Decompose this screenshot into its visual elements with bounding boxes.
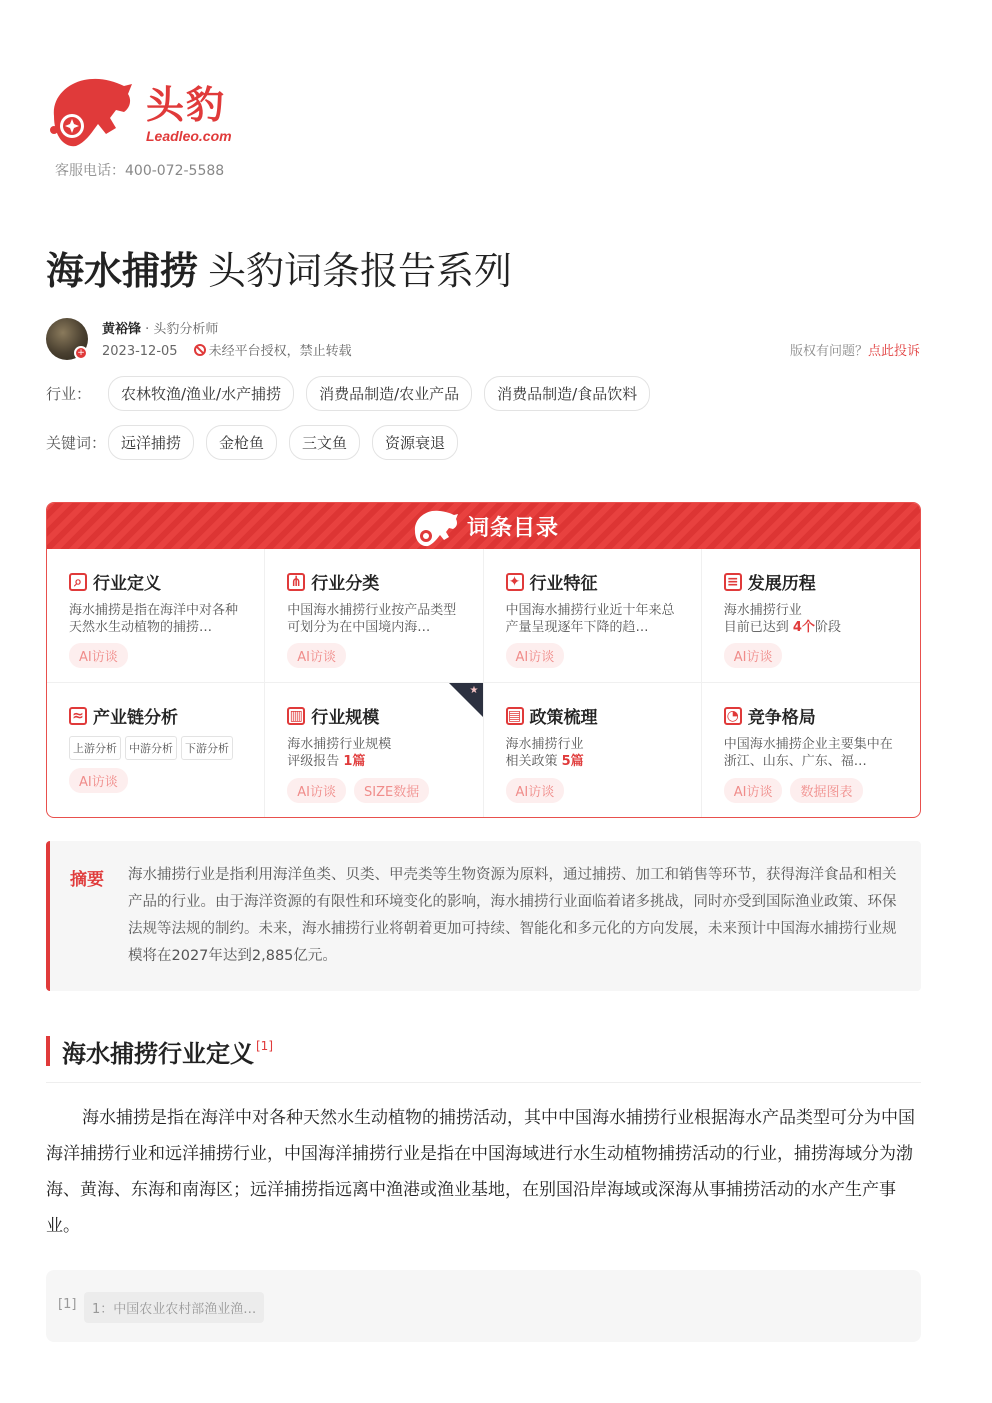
copyright-question: 版权有问题？ [789, 344, 868, 359]
page-title [46, 240, 512, 295]
midstream-tag[interactable]: 中游分析 [125, 736, 177, 760]
toc-item-title: 行业分类 [311, 574, 380, 594]
title-series: 头豹词条报告系列 [208, 249, 513, 293]
industry-tag[interactable]: 消费品制造/食品饮料 [484, 376, 650, 411]
leopard-icon [411, 507, 459, 547]
summary-box [46, 841, 921, 991]
toc-item-title: 行业定义 [93, 574, 161, 594]
toc-header [47, 503, 920, 549]
toc-panel [46, 502, 921, 818]
toc-item-scale[interactable] [265, 683, 483, 817]
data-chart-button[interactable]: 数据图表 [790, 778, 862, 803]
brand-logo[interactable] [46, 72, 246, 152]
ai-interview-button[interactable]: AI访谈 [69, 643, 128, 668]
no-repost-icon [194, 344, 206, 356]
logo-text-en: Leadleo.com [146, 128, 232, 144]
ai-interview-button[interactable]: AI访谈 [724, 778, 783, 803]
keyword-tag[interactable]: 三文鱼 [289, 425, 360, 460]
toc-item-history[interactable] [702, 549, 920, 683]
reference-mark[interactable]: [1] [256, 1039, 273, 1053]
toc-item-line: 目前已达到 [723, 620, 793, 635]
toc-item-desc [724, 602, 898, 636]
toc-item-line: 海水捕捞行业规模 [287, 737, 392, 752]
toc-item-definition[interactable] [47, 549, 265, 683]
ai-interview-button[interactable]: AI访谈 [287, 778, 346, 803]
toc-item-policy[interactable] [484, 683, 702, 817]
reference-number: [1] [58, 1297, 77, 1312]
toc-item-classification[interactable] [265, 549, 483, 683]
history-icon: ≡ [724, 573, 742, 591]
logo-text-cn: 头豹 [146, 83, 227, 127]
summary-text: 海水捕捞行业是指利用海洋鱼类、贝类、甲壳类等生物资源为原料，通过捕捞、加工和销售等环节，获得海洋食品和相关产品的行业。由于海洋资源的有限性和环境变化的影响，海水捕捞行业面临着诸多挑战，同时亦受到国际渔业政策、环保法规等法规的制约。未来，海水捕捞行业将朝着更加可持续、智能化和多元化的方向发展，未来预计中国海水捕捞行业规模将在2027年达到2,885亿元。 [128, 867, 897, 964]
industry-tag[interactable]: 消费品制造/农业产品 [306, 376, 472, 411]
size-data-button[interactable]: SIZE数据 [354, 778, 429, 803]
toc-item-line: 相关政策 [505, 754, 562, 769]
reference-box [46, 1270, 921, 1342]
copyright-complaint [790, 340, 920, 359]
toc-item-line: 评级报告 [287, 754, 344, 769]
feature-icon: ✦ [506, 573, 524, 591]
toc-item-desc: 中国海水捕捞企业主要集中在浙江、山东、广东、福… [723, 737, 893, 769]
competition-icon: ◔ [724, 707, 742, 725]
toc-item-desc [506, 736, 679, 770]
keywords-label: 关键词： [46, 434, 107, 452]
divider [46, 1082, 921, 1083]
author-role: · 头豹分析师 [141, 322, 219, 337]
section-title-text: 海水捕捞行业定义 [62, 1040, 254, 1068]
report-count: 1篇 [343, 754, 366, 769]
ai-interview-button[interactable]: AI访谈 [69, 768, 128, 793]
ai-interview-button[interactable]: AI访谈 [506, 643, 565, 668]
keyword-tags [46, 425, 470, 460]
industry-tags [46, 376, 662, 411]
toc-item-title: 产业链分析 [93, 708, 178, 728]
title-main: 海水捕捞 [46, 249, 199, 293]
upstream-tag[interactable]: 上游分析 [69, 736, 121, 760]
toc-item-title: 行业规模 [311, 708, 380, 728]
toc-item-title: 行业特征 [529, 574, 598, 594]
downstream-tag[interactable]: 下游分析 [181, 736, 233, 760]
definition-icon: ⌕ [69, 573, 87, 591]
policy-count: 5篇 [561, 754, 584, 769]
industry-tag[interactable]: 农林牧渔/渔业/水产捕捞 [108, 376, 294, 411]
scale-icon: ▥ [287, 707, 305, 725]
author-info [102, 318, 218, 337]
toc-item-competition[interactable] [702, 683, 920, 817]
repost-notice: 未经平台授权，禁止转载 [208, 344, 352, 359]
toc-item-line: 海水捕捞行业 [723, 603, 802, 618]
publish-date: 2023-12-05 [102, 344, 178, 359]
complaint-link[interactable]: 点此投诉 [867, 344, 920, 359]
toc-item-line: 海水捕捞行业 [505, 737, 584, 752]
toc-item-title: 竞争格局 [747, 708, 816, 728]
keyword-tag[interactable]: 金枪鱼 [206, 425, 277, 460]
ai-interview-button[interactable]: AI访谈 [287, 643, 346, 668]
keyword-tag[interactable]: 远洋捕捞 [108, 425, 194, 460]
section-title [62, 1034, 273, 1069]
verified-badge-icon: + [74, 346, 88, 360]
policy-icon: ▤ [506, 707, 524, 725]
keyword-tag[interactable]: 资源衰退 [372, 425, 458, 460]
toc-item-desc: 中国海水捕捞行业近十年来总产量呈现逐年下降的趋… [505, 603, 675, 635]
classification-icon: ⋔ [287, 573, 305, 591]
ai-interview-button[interactable]: AI访谈 [506, 778, 565, 803]
toc-item-title: 政策梳理 [529, 708, 598, 728]
industry-label: 行业： [46, 385, 92, 403]
star-icon: ★ [469, 685, 479, 696]
service-hotline: 客服电话：400-072-5588 [55, 163, 225, 179]
toc-item-title: 发展历程 [747, 574, 816, 594]
toc-item-line: 阶段 [814, 620, 841, 635]
section-accent-bar [46, 1036, 50, 1066]
ai-interview-button[interactable]: AI访谈 [724, 643, 783, 668]
definition-paragraph: 海水捕捞是指在海洋中对各种天然水生动植物的捕捞活动，其中中国海水捕捞行业根据海水产品类型可分为中国海洋捕捞行业和远洋捕捞行业，中国海洋捕捞行业是指在中国海域进行水生动植物捕捞活动的行业，捕捞海域分为渤海、黄海、东海和南海区；远洋捕捞指远离中渔港或渔业基地，在别国沿岸海域或深海从事捕捞活动的水产生产事业。 [46, 1108, 915, 1236]
author-name[interactable]: 黄裕锋 [102, 322, 142, 337]
stage-count: 4个 [792, 620, 815, 635]
toc-item-feature[interactable] [484, 549, 702, 683]
toc-item-desc [287, 736, 460, 770]
chain-icon: ≈ [69, 707, 87, 725]
toc-item-desc: 中国海水捕捞行业按产品类型可划分为在中国境内海… [287, 603, 457, 635]
toc-item-chain[interactable] [47, 683, 265, 817]
summary-label: 摘要 [70, 870, 104, 890]
leopard-logo-icon [46, 72, 136, 150]
publish-meta [102, 340, 352, 359]
toc-title: 词条目录 [467, 516, 560, 541]
reference-link[interactable]: 1：中国农业农村部渔业渔… [84, 1292, 264, 1323]
toc-item-desc: 海水捕捞是指在海洋中对各种天然水生动植物的捕捞… [69, 603, 239, 635]
